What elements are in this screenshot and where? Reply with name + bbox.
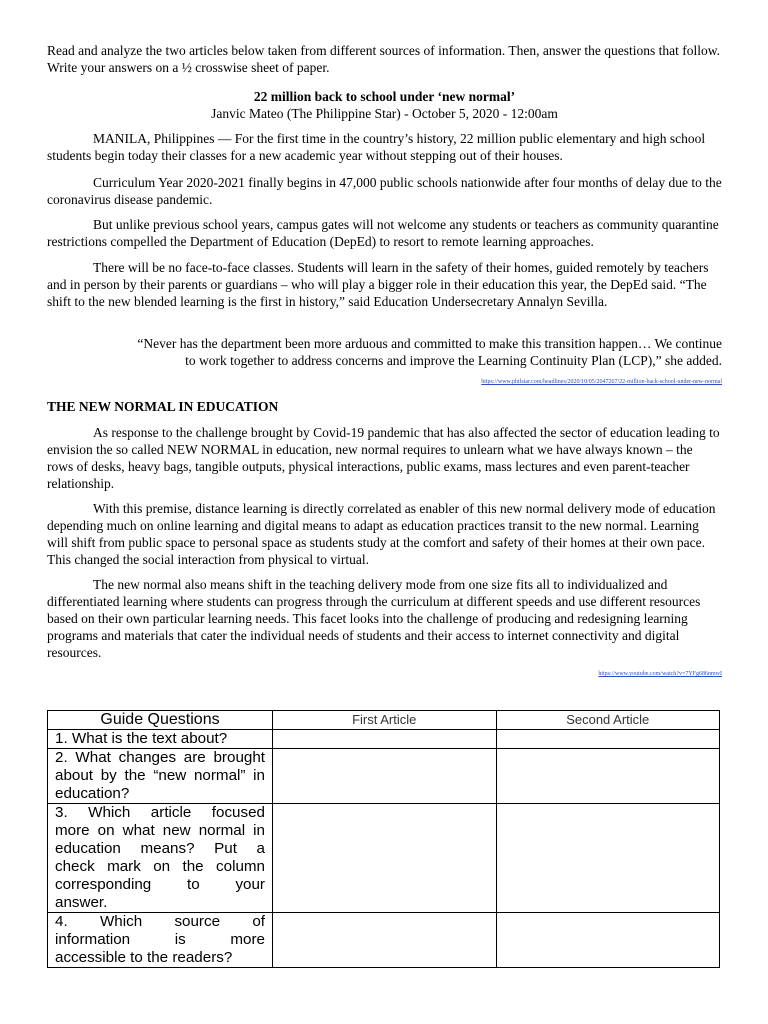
table-row <box>48 804 720 913</box>
article2-source-link[interactable]: https://www.youtube.com/watch?v=7YFg686nmwI <box>598 671 722 677</box>
question-4 <box>48 913 273 968</box>
article1-paragraph: But unlike previous school years, campus gates will not welcome any students or teachers as community quarantine restrictions compelled the Department of Education (DepEd) to resort to remote learning approaches. <box>47 217 719 249</box>
table-header-row <box>48 711 720 730</box>
article1-byline: Janvic Mateo (The Philippine Star) - October 5, 2020 - 12:00am <box>211 106 558 121</box>
question-text: 3. Which article focused <box>55 804 265 821</box>
question-text: accessible to the readers? <box>55 949 233 966</box>
question-1 <box>48 730 273 749</box>
question-text: corresponding to your <box>55 876 265 893</box>
question-text: education means? Put a <box>55 840 265 857</box>
article1-paragraph: There will be no face-to-face classes. Students will learn in the safety of their homes, guided remotely by teachers and in person by their parents or guardians – who will play a bigger role in their education this year, the DepEd said. “The shift to the new blended learning is the first in history,” said Education Undersecretary Annalyn Sevilla. <box>47 260 709 309</box>
question-3 <box>48 804 273 913</box>
instructions: Read and analyze the two articles below taken from different sources of information. Then, answer the questions that follow. Write your answers on a ½ crosswise sheet of paper. <box>47 43 721 75</box>
question-text: more on what new normal in <box>55 822 265 839</box>
question-text: check mark on the column <box>55 858 265 875</box>
answer-cell-second-article[interactable] <box>496 730 720 749</box>
table-row <box>48 913 720 968</box>
article1-quote-line2: to work together to address concerns and improve the Learning Continuity Plan (LCP),” she added. <box>185 353 722 368</box>
guide-questions-table <box>47 710 720 968</box>
article2-paragraph: The new normal also means shift in the teaching delivery mode from one size fits all to individualized and differentiated learning where students can progress through the curriculum at different speeds and use different resources based on their own particular learning needs. This facet looks into the challenge of producing and redesigning learning programs and materials that cater the individual needs of students and their access to internet connectivity and digital resources. <box>47 577 701 660</box>
article1-source-link[interactable]: https://www.philstar.com/headlines/2020/10/05/2047267/22-million-back-school-under-new-normal <box>481 379 722 385</box>
article2-paragraph: As response to the challenge brought by Covid-19 pandemic that has also affected the sector of education leading to envision the so called NEW NORMAL in education, new normal requires to unlearn what we have always known – the rows of desks, heavy bags, tangible outputs, physical interactions, public exams, mass lectures and even parent-teacher relationship. <box>47 425 720 491</box>
article2-title: THE NEW NORMAL IN EDUCATION <box>47 399 279 414</box>
header-guide-questions: Guide Questions <box>48 711 273 730</box>
question-text: information is more <box>55 931 265 948</box>
answer-cell-second-article[interactable] <box>496 804 720 913</box>
article1-quote-line1: “Never has the department been more arduous and committed to make this transition happen… We continue <box>137 336 722 351</box>
question-text: 2. What changes are brought <box>55 749 265 766</box>
answer-cell-first-article[interactable] <box>273 749 497 804</box>
article2-paragraph: With this premise, distance learning is directly correlated as enabler of this new normal delivery mode of education depending much on online learning and digital means to adapt as education practices transit to the new normal. Learning will shift from public space to personal space as students study at the comfort and safety of their homes at their own pace. This changed the social interaction from physical to virtual. <box>47 501 716 567</box>
question-text: education? <box>55 785 130 802</box>
question-text: 4. Which source of <box>55 913 265 930</box>
answer-cell-first-article[interactable] <box>273 730 497 749</box>
article1-title: 22 million back to school under ‘new normal’ <box>253 89 516 104</box>
table-row <box>48 730 720 749</box>
question-2 <box>48 749 273 804</box>
article1-paragraph: Curriculum Year 2020-2021 finally begins in 47,000 public schools nationwide after four months of delay due to the coronavirus disease pandemic. <box>47 175 722 207</box>
article1-paragraph: MANILA, Philippines — For the first time in the country’s history, 22 million public elementary and high school students begin today their classes for a new academic year without stepping out of their houses. <box>47 131 706 163</box>
question-text: 1. What is the text about? <box>55 730 228 747</box>
question-text: answer. <box>55 894 108 911</box>
question-text: about by the “new normal” in <box>55 767 265 784</box>
answer-cell-second-article[interactable] <box>496 913 720 968</box>
answer-cell-second-article[interactable] <box>496 749 720 804</box>
header-second-article: Second Article <box>496 711 720 730</box>
answer-cell-first-article[interactable] <box>273 913 497 968</box>
header-first-article: First Article <box>273 711 497 730</box>
table-row <box>48 749 720 804</box>
answer-cell-first-article[interactable] <box>273 804 497 913</box>
